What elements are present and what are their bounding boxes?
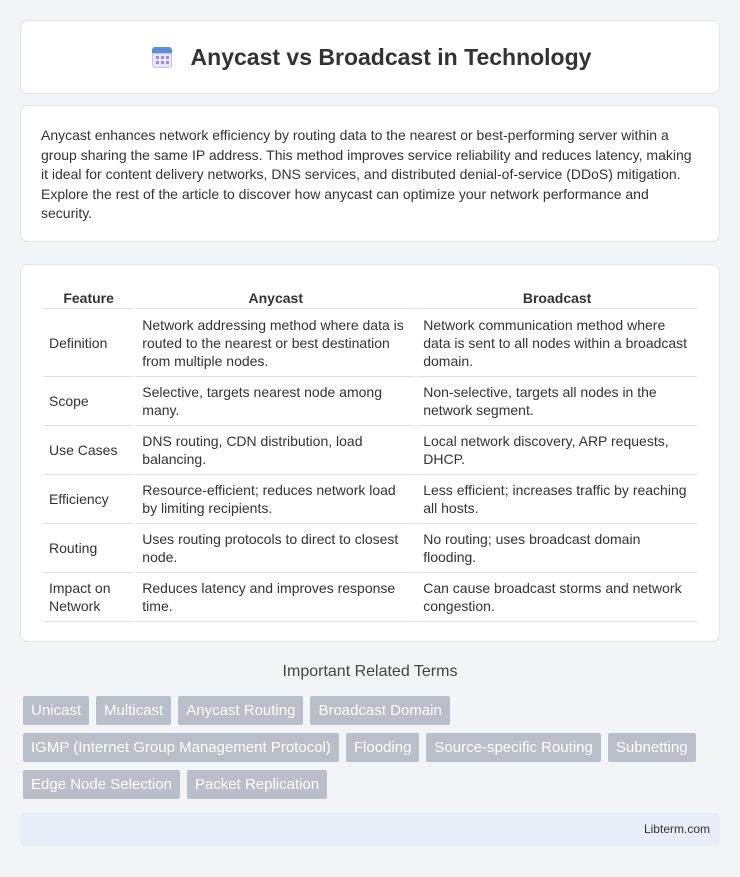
anycast-cell: DNS routing, CDN distribution, load balancing. xyxy=(136,426,415,475)
table-row xyxy=(43,377,697,426)
anycast-cell: Network addressing method where data is routed to the nearest or best destination from multiple nodes. xyxy=(136,309,415,377)
anycast-cell: Selective, targets nearest node among many. xyxy=(136,377,415,426)
broadcast-cell: Non-selective, targets all nodes in the network segment. xyxy=(417,377,697,426)
anycast-cell: Uses routing protocols to direct to closest node. xyxy=(136,524,415,573)
broadcast-cell: Network communication method where data is sent to all nodes within a broadcast domain. xyxy=(417,309,697,377)
intro-text: Anycast enhances network efficiency by routing data to the nearest or best-performing server within a group sharing the same IP address. This method improves service reliability and reduces latency, making it ideal for content delivery networks, DNS services, and distributed denial-of-service (DDoS) mitigation. Explore the rest of the article to discover how anycast can optimize your network performance and security. xyxy=(41,127,692,222)
table-row xyxy=(43,475,697,524)
intro-card xyxy=(20,105,720,242)
feature-cell: Definition xyxy=(43,309,134,377)
table-row xyxy=(43,573,697,622)
footer-site-link[interactable]: Libterm.com xyxy=(643,822,710,836)
broadcast-cell: No routing; uses broadcast domain flooding. xyxy=(417,524,697,573)
header-anycast: Anycast xyxy=(136,285,415,309)
related-term-tag[interactable]: Multicast xyxy=(96,696,171,725)
header-broadcast: Broadcast xyxy=(417,285,697,309)
feature-cell: Use Cases xyxy=(43,426,134,475)
broadcast-cell: Less efficient; increases traffic by reaching all hosts. xyxy=(417,475,697,524)
feature-cell: Routing xyxy=(43,524,134,573)
related-term-tag[interactable]: IGMP (Internet Group Management Protocol) xyxy=(23,733,339,762)
related-terms-title: Important Related Terms xyxy=(282,663,458,680)
comparison-card xyxy=(20,264,720,642)
anycast-cell: Reduces latency and improves response time. xyxy=(136,573,415,622)
related-terms-list xyxy=(23,696,723,799)
related-term-tag[interactable]: Source-specific Routing xyxy=(426,733,600,762)
page-title: Anycast vs Broadcast in Technology xyxy=(190,43,592,70)
related-term-tag[interactable]: Unicast xyxy=(23,696,89,725)
comparison-table xyxy=(41,285,699,622)
header-card xyxy=(20,20,720,94)
calendar-icon xyxy=(149,44,175,70)
feature-cell: Scope xyxy=(43,377,134,426)
broadcast-cell: Local network discovery, ARP requests, DHCP. xyxy=(417,426,697,475)
table-row xyxy=(43,524,697,573)
anycast-cell: Resource-efficient; reduces network load by limiting recipients. xyxy=(136,475,415,524)
table-row xyxy=(43,309,697,377)
related-term-tag[interactable]: Broadcast Domain xyxy=(310,696,449,725)
broadcast-cell: Can cause broadcast storms and network congestion. xyxy=(417,573,697,622)
footer xyxy=(20,813,720,846)
header-feature: Feature xyxy=(43,285,134,309)
table-row xyxy=(43,426,697,475)
related-term-tag[interactable]: Packet Replication xyxy=(187,770,327,799)
related-term-tag[interactable]: Anycast Routing xyxy=(178,696,303,725)
feature-cell: Efficiency xyxy=(43,475,134,524)
feature-cell: Impact on Network xyxy=(43,573,134,622)
table-header-row xyxy=(43,285,697,309)
related-term-tag[interactable]: Edge Node Selection xyxy=(23,770,180,799)
related-term-tag[interactable]: Subnetting xyxy=(608,733,696,762)
related-term-tag[interactable]: Flooding xyxy=(346,733,420,762)
